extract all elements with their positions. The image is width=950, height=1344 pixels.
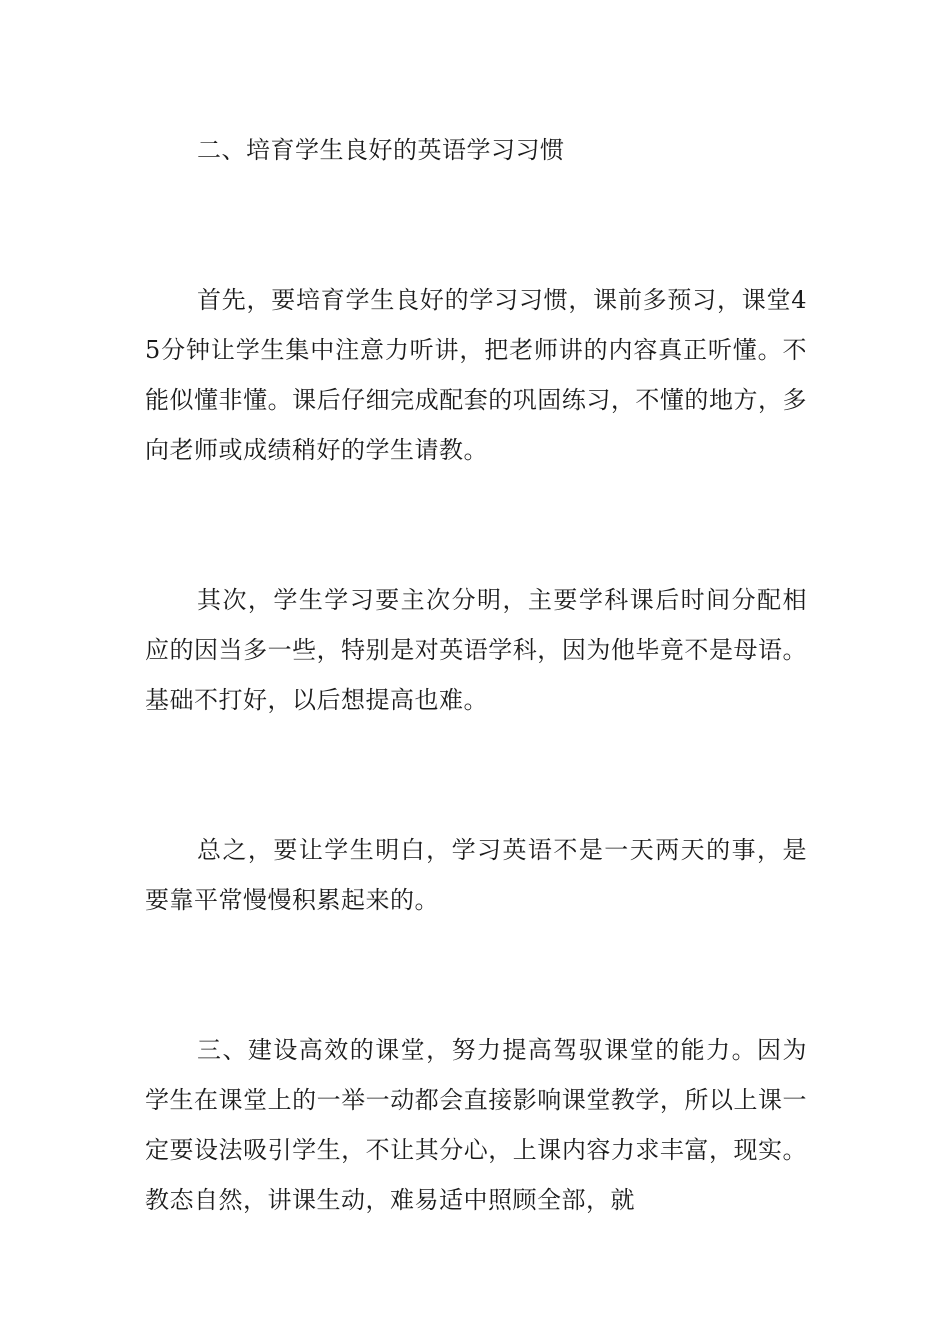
section-heading-classroom: 三、建设高效的课堂，努力提高驾驭课堂的能力。因为学生在课堂上的一举一动都会直接影响课堂教学，所以上课一定要设法吸引学生，不让其分心，上课内容力求丰富，现实。教态自然，讲课生动，难易适中照顾全部，就	[145, 1036, 807, 1214]
paragraph-summary: 总之，要让学生明白，学习英语不是一天两天的事，是要靠平常慢慢积累起来的。	[145, 836, 807, 914]
paragraph-first: 首先，要培育学生良好的学习习惯，课前多预习，课堂45分钟让学生集中注意力听讲，把老师讲的内容真正听懂。不能似懂非懂。课后仔细完成配套的巩固练习，不懂的地方，多向老师或成绩稍好的学生请教。	[145, 286, 807, 464]
section-heading-habits: 二、培育学生良好的英语学习习惯	[197, 136, 565, 164]
paragraph-second: 其次，学生学习要主次分明，主要学科课后时间分配相应的因当多一些，特别是对英语学科，因为他毕竟不是母语。基础不打好，以后想提高也难。	[145, 586, 807, 714]
